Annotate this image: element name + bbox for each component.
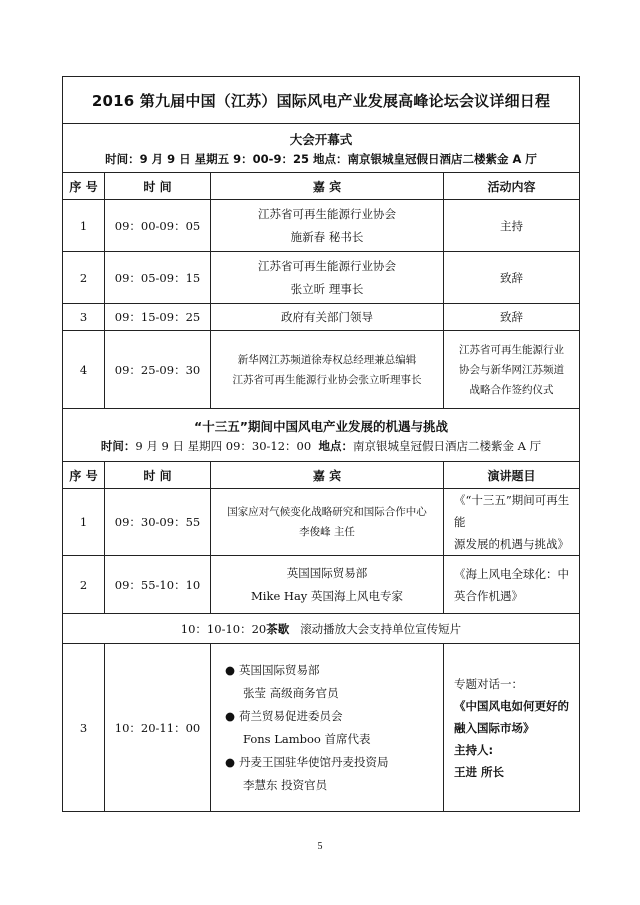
topic-line: 英合作机遇》	[454, 588, 523, 603]
break-label: 茶歇	[266, 621, 290, 636]
table-row	[63, 252, 580, 304]
row-guest	[211, 489, 444, 556]
break-text: 滚动播放大会支持单位宣传短片	[300, 621, 462, 636]
row-activity	[444, 331, 580, 409]
table-row	[63, 556, 580, 614]
row-no: 1	[63, 200, 105, 252]
row-no: 3	[63, 644, 105, 812]
col-header-topic: 演讲题目	[444, 462, 580, 489]
guest-line: 江苏省可再生能源行业协会张立昕理事长	[232, 373, 422, 386]
table-row	[63, 489, 580, 556]
table-row	[63, 644, 580, 812]
activity-line: 协会与新华网江苏频道	[459, 363, 564, 376]
topic-line: 《“十三五”期间可再生能	[454, 493, 570, 529]
guest-person: 施新春 秘书长	[290, 229, 364, 244]
host-name: 王进 所长	[454, 764, 505, 779]
topic-intro: 专题对话一：	[454, 676, 523, 691]
table-row	[63, 304, 580, 331]
topic-title-line: 融入国际市场》	[454, 720, 535, 735]
col-header-activity: 活动内容	[444, 173, 580, 200]
table-row	[63, 200, 580, 252]
break-time: 10：10-10：20	[180, 621, 267, 636]
section1-title: 大会开幕式	[289, 131, 353, 147]
col-header-no: 序 号	[63, 462, 105, 489]
row-guest	[211, 644, 444, 812]
guest-person: 李慧东 投资官员	[243, 777, 328, 792]
row-time: 09：05-09：15	[105, 252, 211, 304]
guest-org: ● 英国国际贸易部	[225, 659, 439, 682]
topic-line: 源发展的机遇与挑战》	[454, 537, 569, 551]
guest-org: 英国国际贸易部	[286, 565, 368, 580]
row-guest	[211, 252, 444, 304]
section2-header-row	[63, 462, 580, 489]
bullet-icon: ●	[225, 754, 236, 769]
table-row	[63, 331, 580, 409]
row-time: 09：25-09：30	[105, 331, 211, 409]
host-label: 主持人:	[454, 742, 494, 757]
row-guest	[211, 556, 444, 614]
section2-info	[67, 435, 575, 454]
bullet-icon: ●	[225, 708, 236, 723]
col-header-no: 序 号	[63, 173, 105, 200]
topic-line: 《海上风电全球化：中	[454, 566, 569, 581]
section1-heading	[63, 124, 580, 173]
row-activity: 致辞	[444, 252, 580, 304]
row-no: 4	[63, 331, 105, 409]
guest-org: 江苏省可再生能源行业协会	[258, 258, 396, 273]
row-time: 09：55-10：10	[105, 556, 211, 614]
guest-org: ● 丹麦王国驻华使馆丹麦投资局	[225, 751, 439, 774]
section1-info: 时间：9 月 9 日 星期五 9：00-9：25 地点：南京银城皇冠假日酒店二楼紫金 A 厅	[105, 151, 537, 166]
row-topic	[444, 556, 580, 614]
bullet-icon: ●	[225, 662, 236, 677]
activity-line: 江苏省可再生能源行业	[459, 343, 564, 356]
row-guest: 政府有关部门领导	[211, 304, 444, 331]
tea-break	[63, 614, 580, 644]
break-row	[63, 614, 580, 644]
section2-title: “十三五”期间中国风电产业发展的机遇与挑战	[194, 418, 448, 434]
row-activity: 主持	[444, 200, 580, 252]
guest-person: 张立昕 理事长	[290, 281, 364, 296]
row-guest	[211, 200, 444, 252]
row-time: 10：20-11：00	[105, 644, 211, 812]
guest-person: 张莹 高级商务官员	[243, 685, 339, 700]
row-guest	[211, 331, 444, 409]
activity-line: 战略合作签约仪式	[469, 383, 554, 396]
time-label: 时间：	[100, 438, 136, 453]
guest-org: 国家应对气候变化战略研究和国际合作中心	[227, 506, 427, 518]
row-time: 09：30-09：55	[105, 489, 211, 556]
guest-org: ● 荷兰贸易促进委员会	[225, 705, 439, 728]
row-topic	[444, 644, 580, 812]
guest-org: 江苏省可再生能源行业协会	[258, 206, 396, 221]
col-header-guest: 嘉 宾	[211, 462, 444, 489]
place-label: 地点：	[318, 438, 354, 453]
schedule-sheet	[62, 76, 579, 812]
col-header-guest: 嘉 宾	[211, 173, 444, 200]
schedule-table	[62, 76, 580, 812]
row-no: 3	[63, 304, 105, 331]
row-no: 2	[63, 556, 105, 614]
guest-person: Mike Hay 英国海上风电专家	[251, 588, 403, 603]
row-activity: 致辞	[444, 304, 580, 331]
guest-person: Fons Lamboo 首席代表	[243, 731, 371, 746]
col-header-time: 时 间	[105, 173, 211, 200]
col-header-time: 时 间	[105, 462, 211, 489]
row-no: 2	[63, 252, 105, 304]
row-time: 09：00-09：05	[105, 200, 211, 252]
topic-title-line: 《中国风电如何更好的	[454, 698, 569, 713]
guest-person: 李俊峰 主任	[299, 526, 355, 538]
row-no: 1	[63, 489, 105, 556]
page-number: 5	[317, 841, 323, 852]
document-title: 2016 第九届中国（江苏）国际风电产业发展高峰论坛会议详细日程	[63, 77, 580, 124]
place-value: 南京银城皇冠假日酒店二楼紫金 A 厅	[353, 438, 542, 453]
row-time: 09：15-09：25	[105, 304, 211, 331]
guest-line: 新华网江苏频道徐寿权总经理兼总编辑	[237, 353, 417, 366]
row-topic	[444, 489, 580, 556]
section2-heading	[63, 409, 580, 462]
time-value: 9 月 9 日 星期四 09：30-12：00	[135, 438, 312, 453]
section1-header-row	[63, 173, 580, 200]
